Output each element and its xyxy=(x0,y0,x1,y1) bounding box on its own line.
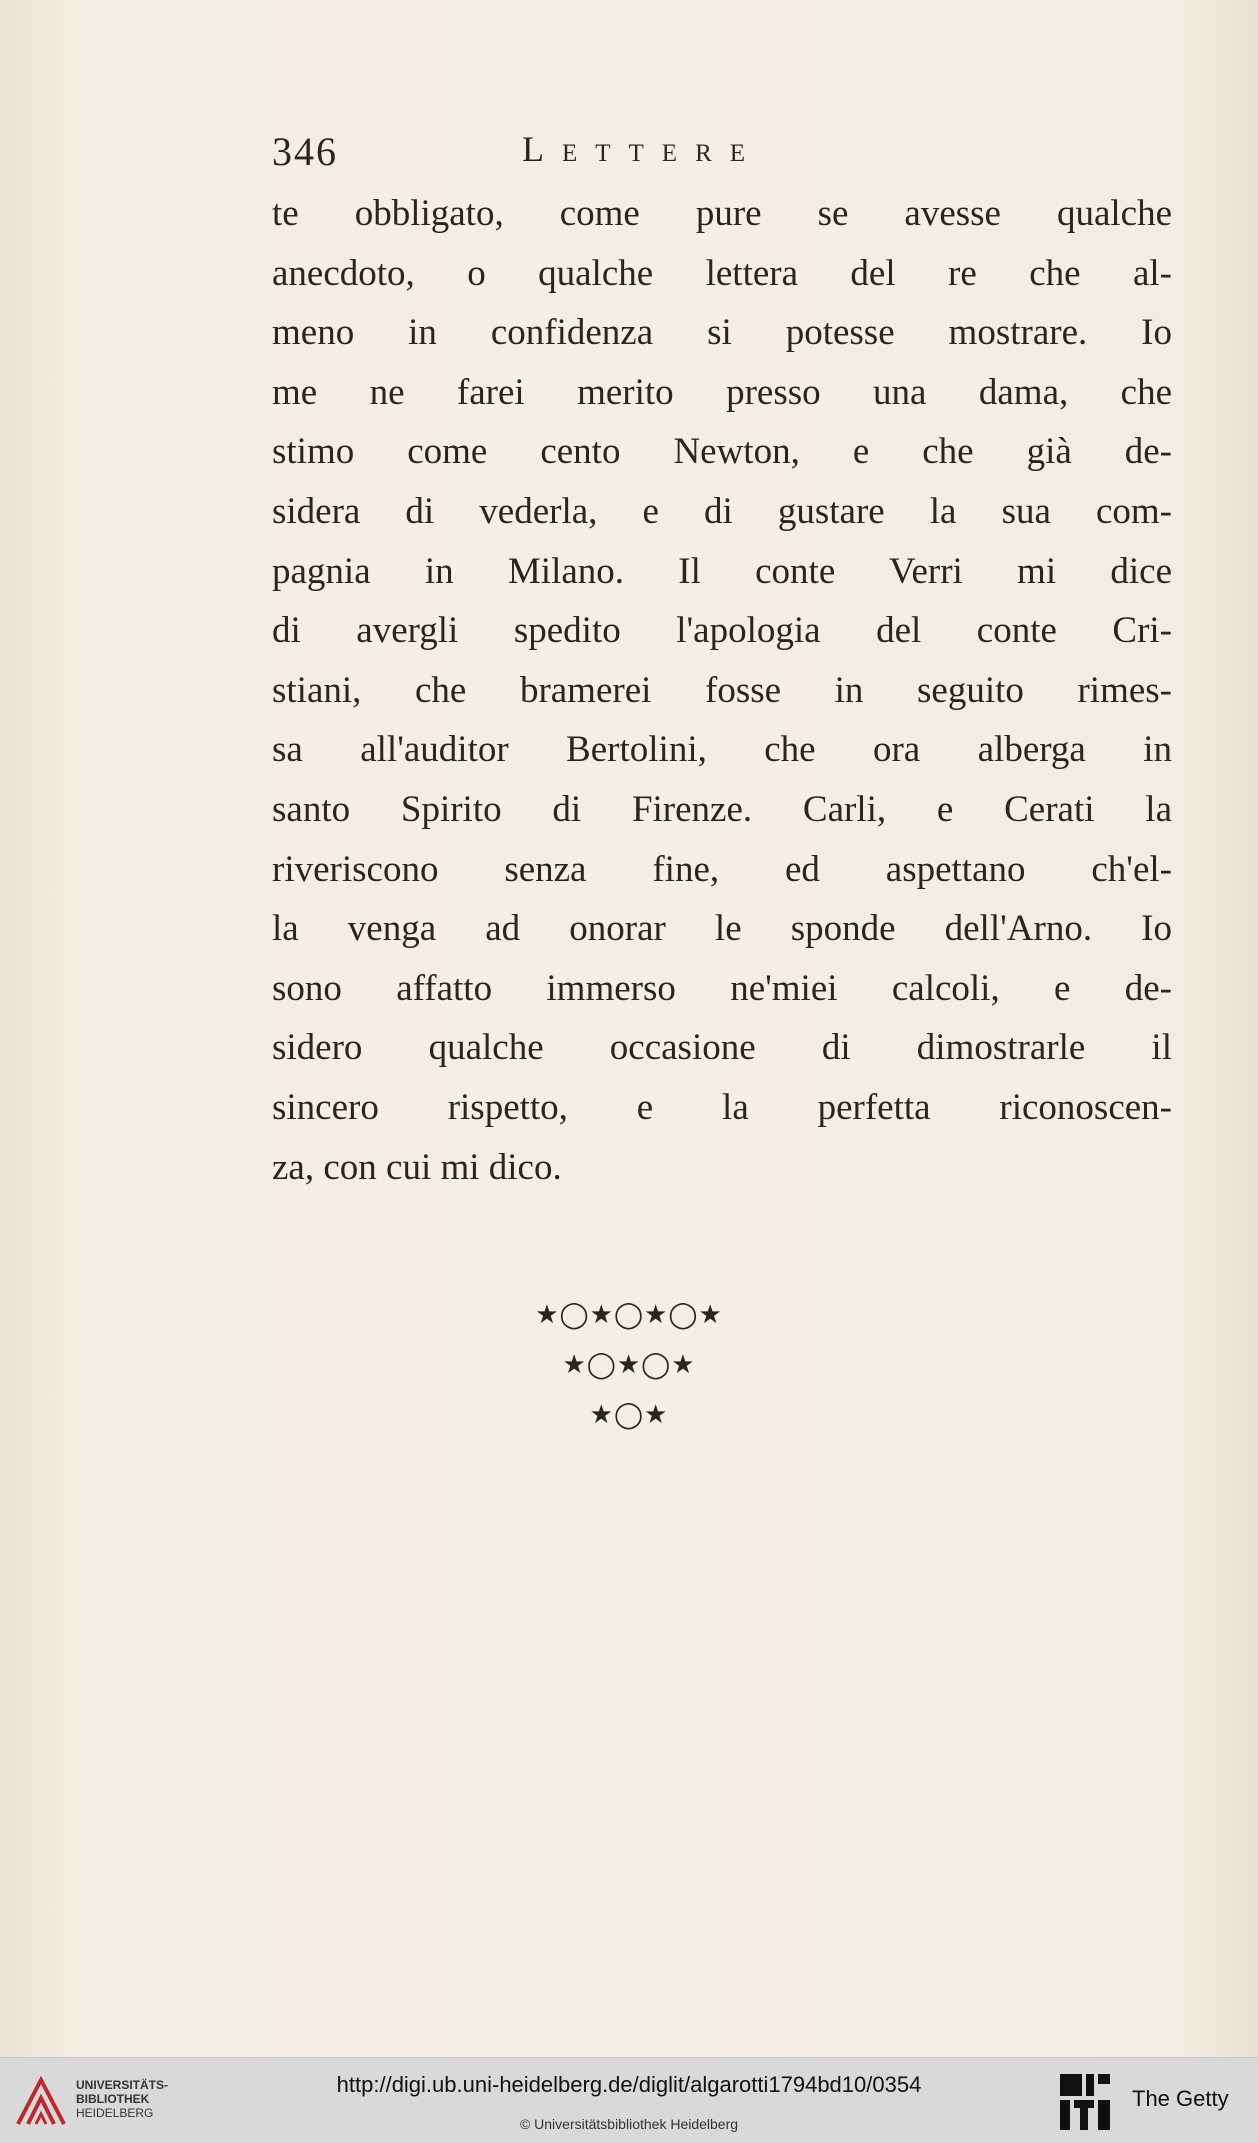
viewer-footer xyxy=(0,2057,1258,2143)
library-name-line-3: HEIDELBERG xyxy=(76,2106,154,2120)
text-line: sidero qualche occasione di dimostrarle il xyxy=(272,1027,1172,1069)
getty-name: The Getty xyxy=(1132,2086,1229,2111)
letter-body xyxy=(272,184,1172,1197)
ornament-row-3: ★◯★ xyxy=(589,1400,669,1430)
text-line: di avergli spedito l'apologia del conte Cri- xyxy=(272,610,1172,652)
page-header xyxy=(272,128,972,178)
library-name-line-1: UNIVERSITÄTS- xyxy=(76,2078,169,2092)
text-line: sincero rispetto, e la perfetta riconoscen- xyxy=(272,1086,1172,1128)
text-line: pagnia in Milano. Il conte Verri mi dice xyxy=(272,550,1172,592)
text-line: sono affatto immerso ne'miei calcoli, e de- xyxy=(272,967,1172,1009)
tailpiece-ornament xyxy=(0,1290,1258,1440)
permalink-url[interactable]: http://digi.ub.uni-heidelberg.de/diglit/algarotti1794bd10/0354 xyxy=(336,2072,922,2097)
ornament-row-1: ★◯★◯★◯★ xyxy=(535,1300,723,1330)
getty-logo-icon[interactable] xyxy=(1058,2072,1112,2134)
text-line: te obbligato, come pure se avesse qualche xyxy=(272,193,1172,234)
text-line: riveriscono senza fine, ed aspettano ch'el- xyxy=(272,848,1172,890)
text-line: stiani, che bramerei fosse in seguito rimes- xyxy=(272,669,1172,711)
text-line: la venga ad onorar le sponde dell'Arno. Io xyxy=(272,908,1172,950)
copyright-notice: © Universitätsbibliothek Heidelberg xyxy=(519,2116,739,2132)
text-line: sa all'auditor Bertolini, che ora alberga in xyxy=(272,729,1172,771)
text-line: me ne farei merito presso una dama, che xyxy=(272,371,1172,413)
running-head: Lettere xyxy=(522,129,764,169)
text-line: za, con cui mi dico. xyxy=(272,1146,562,1188)
text-line: sidera di vederla, e di gustare la sua com- xyxy=(272,490,1172,532)
text-line: santo Spirito di Firenze. Carli, e Cerati la xyxy=(272,788,1172,830)
library-name-line-2: BIBLIOTHEK xyxy=(76,2092,150,2106)
text-line: anecdoto, o qualche lettera del re che al- xyxy=(272,252,1172,294)
ornament-row-2: ★◯★◯★ xyxy=(562,1350,696,1380)
text-line: meno in confidenza si potesse mostrare. Io xyxy=(272,312,1172,354)
page-number: 346 xyxy=(272,129,338,174)
text-line: stimo come cento Newton, e che già de- xyxy=(272,431,1172,473)
